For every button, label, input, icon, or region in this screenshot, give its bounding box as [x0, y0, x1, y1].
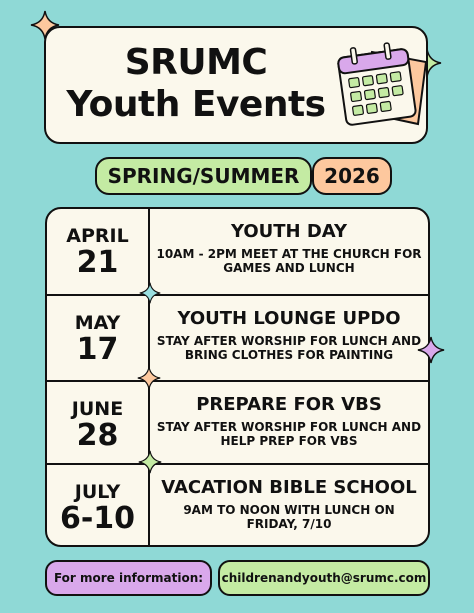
event-title: PREPARE FOR VBS: [196, 394, 382, 415]
email-link[interactable]: childrenandyouth@srumc.com: [218, 560, 430, 596]
event-date: [47, 296, 150, 380]
event-month: JULY: [74, 481, 121, 503]
event-row: [47, 209, 428, 294]
event-date: [47, 382, 150, 463]
title-line-1: SRUMC: [124, 42, 268, 83]
sparkle-green-icon: [138, 450, 162, 474]
event-day: 28: [76, 418, 119, 453]
event-description: 10AM - 2PM MEET AT THE CHURCH FOR GAMES AND LUNCH: [156, 247, 422, 275]
event-day: 17: [76, 332, 119, 367]
title-card: [44, 26, 428, 144]
event-description: 9AM TO NOON WITH LUNCH ON FRIDAY, 7/10: [183, 503, 395, 531]
event-title: YOUTH LOUNGE UPDO: [177, 308, 401, 329]
year-badge: 2026: [312, 157, 392, 195]
event-row: [47, 463, 428, 547]
event-info: [150, 209, 428, 294]
event-description: STAY AFTER WORSHIP FOR LUNCH AND BRING CLOTHES FOR PAINTING: [156, 334, 422, 362]
event-day: 21: [76, 245, 119, 280]
event-description: STAY AFTER WORSHIP FOR LUNCH AND HELP PREP FOR VBS: [156, 420, 422, 448]
event-info: [150, 465, 428, 547]
event-title: VACATION BIBLE SCHOOL: [161, 477, 417, 498]
event-month: MAY: [74, 312, 121, 334]
event-date: [47, 465, 150, 547]
event-date: [47, 209, 150, 294]
events-table: [45, 207, 430, 547]
season-badge: SPRING/SUMMER: [95, 157, 312, 195]
title-line-2: Youth Events: [66, 84, 326, 125]
sparkle-orange-icon: [137, 366, 161, 390]
event-row: [47, 294, 428, 380]
event-month: JUNE: [71, 398, 124, 420]
sparkle-purple-icon: [417, 336, 445, 364]
more-info-label: For more information:: [45, 560, 212, 596]
page-title: [46, 42, 346, 126]
event-info: [150, 382, 428, 463]
event-title: YOUTH DAY: [230, 221, 348, 242]
event-row: [47, 380, 428, 463]
event-day: 6-10: [59, 501, 136, 536]
calendar-icon: [336, 32, 432, 132]
sparkle-teal-icon: [139, 282, 161, 304]
event-info: [150, 296, 428, 380]
event-month: APRIL: [66, 225, 129, 247]
